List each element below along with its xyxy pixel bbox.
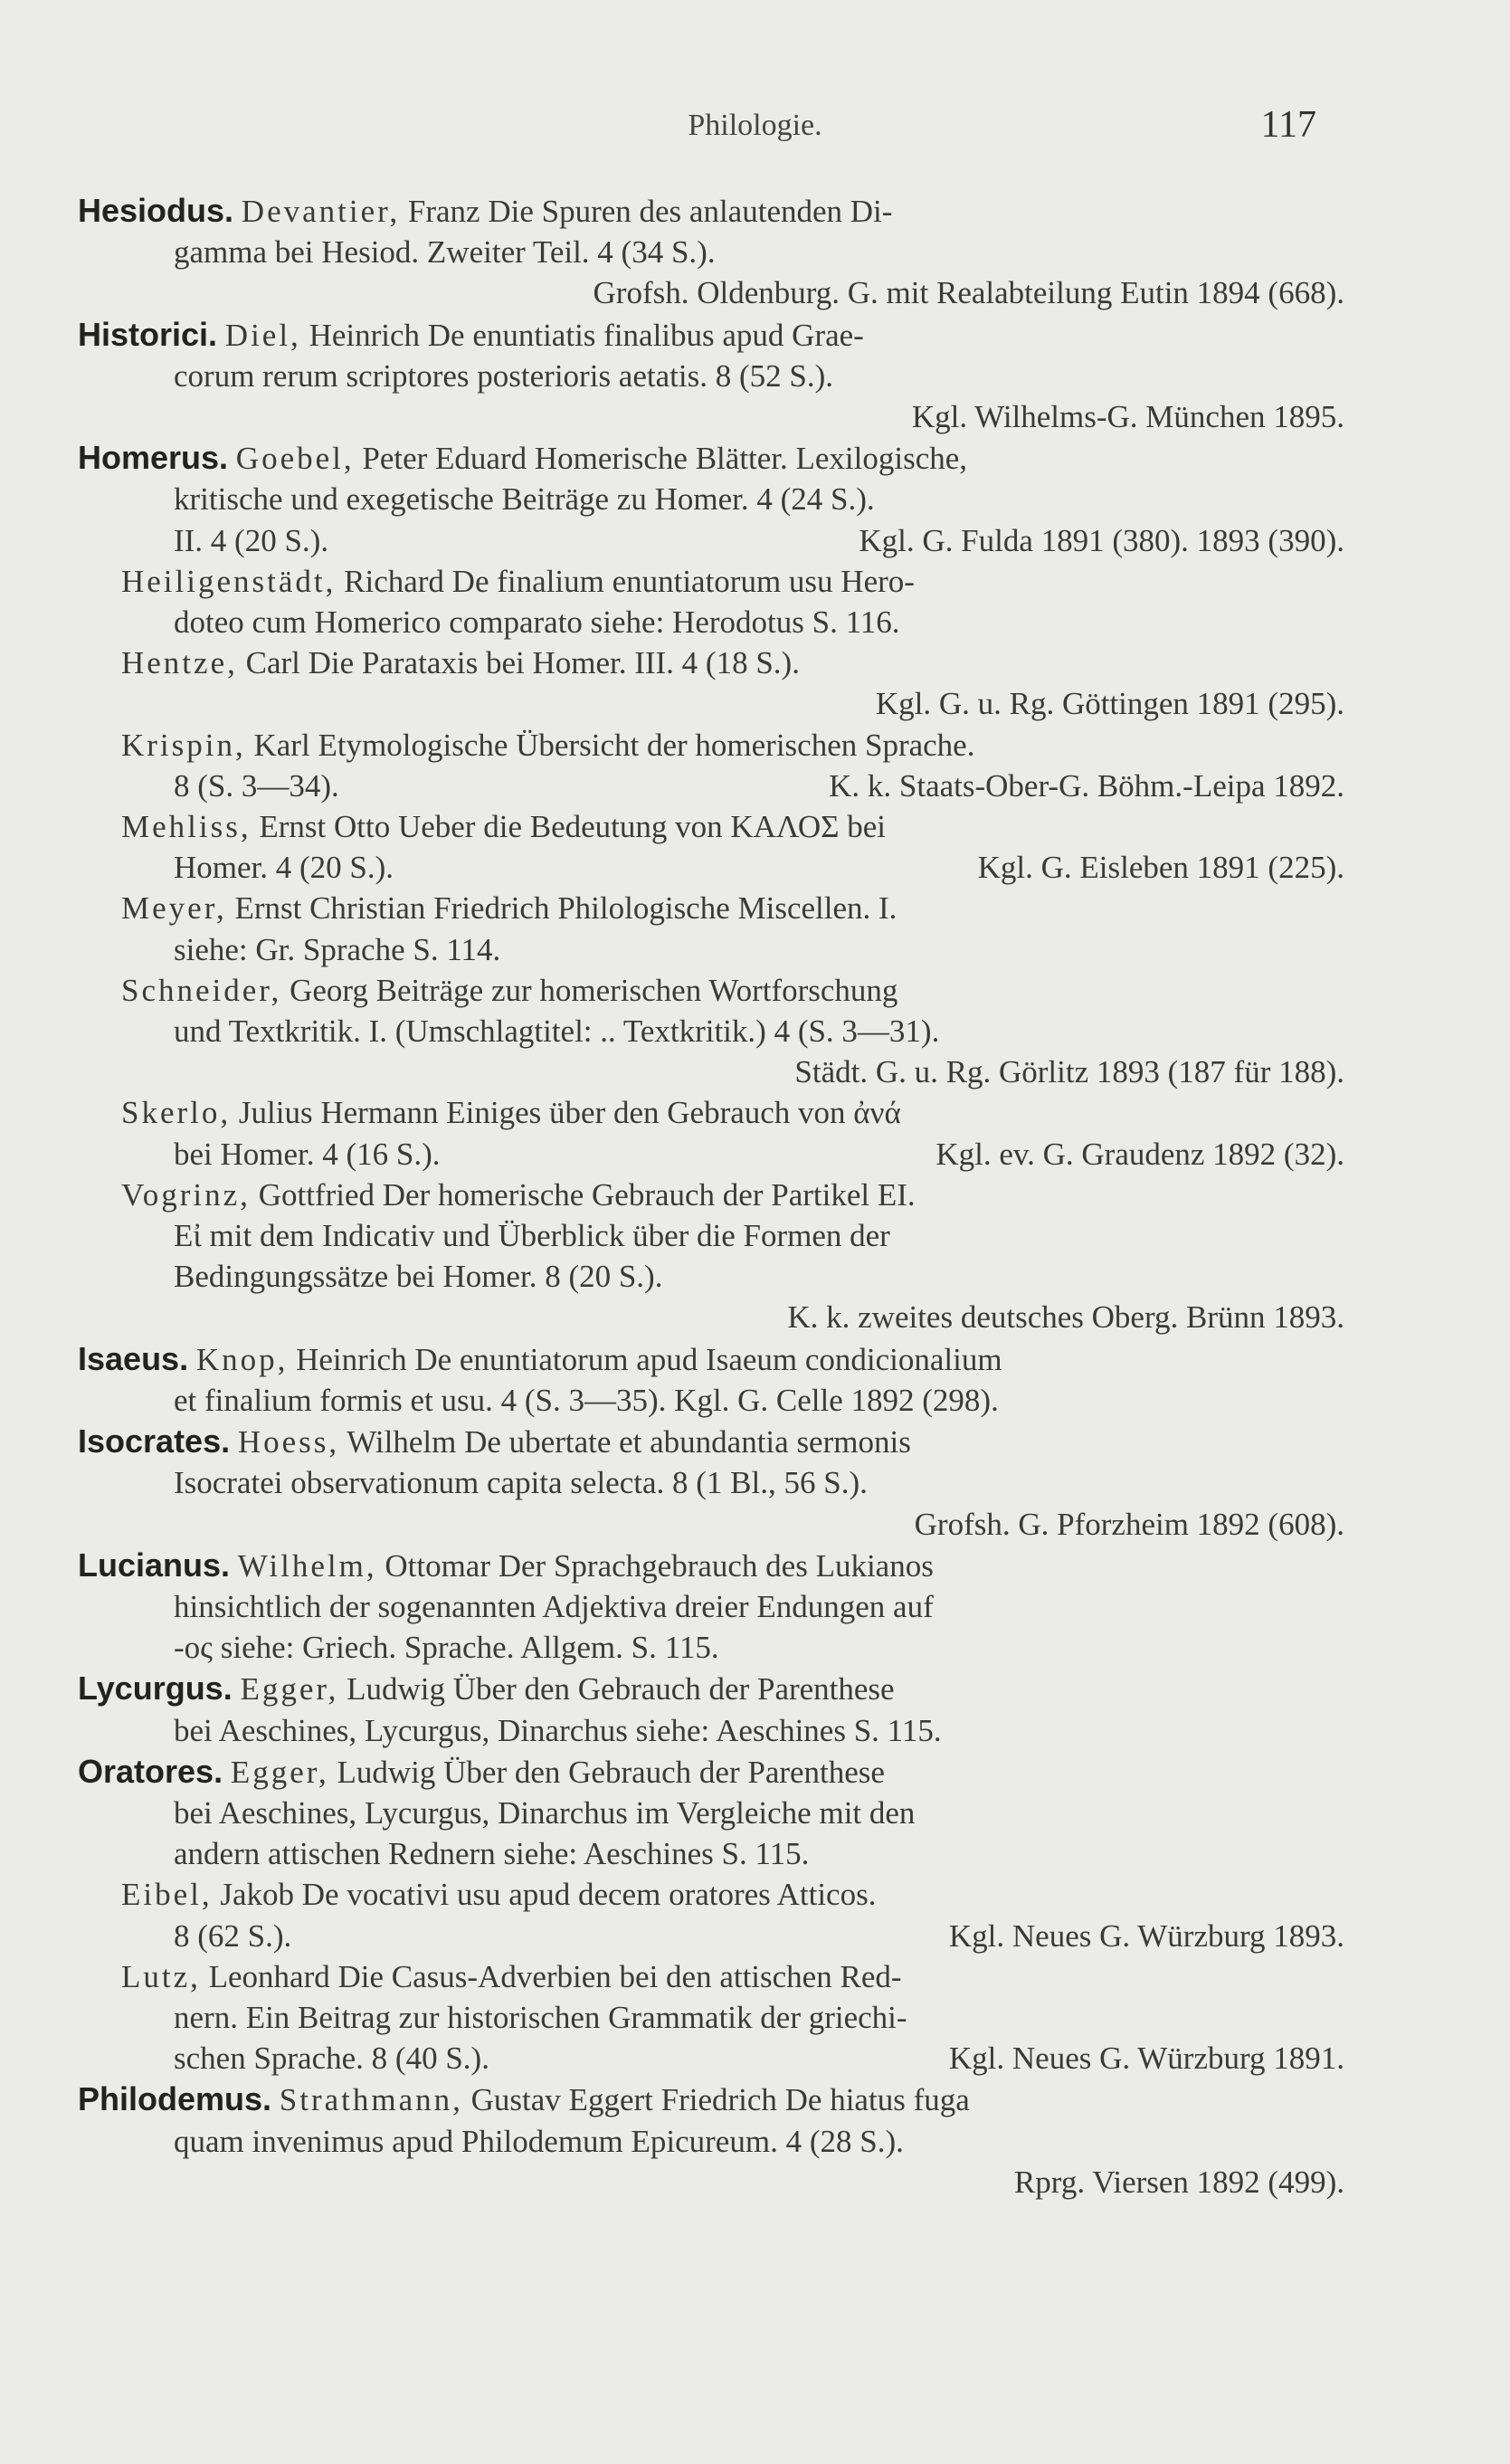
entry-line: Εἰ mit dem Indicativ und Überblick über die Formen der xyxy=(174,1218,890,1254)
author-name: Schneider, xyxy=(121,972,282,1008)
entry-line: und Textkritik. I. (Umschlagtitel: .. Textkritik.) 4 (S. 3—31). xyxy=(174,1013,940,1050)
entry-isocrates xyxy=(78,1421,1344,1545)
entry-line: Wilhelm De ubertate et abundantia sermonis xyxy=(347,1424,911,1460)
running-title: Philologie. xyxy=(688,109,822,142)
entry-schneider xyxy=(78,970,1344,1093)
entry-line: -ος siehe: Griech. Sprache. Allgem. S. 115. xyxy=(174,1630,719,1666)
author-name: Egger, xyxy=(240,1671,339,1708)
entry-line: Kgl. Neues G. Würzburg 1891. xyxy=(948,2041,1344,2077)
author-name: Lutz, xyxy=(121,1958,201,1994)
entry-lutz xyxy=(78,1956,1344,2079)
entry-line: Julius Hermann Einiges über den Gebrauch von ἀνά xyxy=(238,1095,901,1131)
entry-vogrinz xyxy=(78,1175,1344,1338)
entry-line: gamma bei Hesiod. Zweiter Teil. 4 (34 S.). xyxy=(174,234,716,271)
entry-line: K. k. Staats-Ober-G. Böhm.-Leipa 1892. xyxy=(829,767,1344,804)
entry-line: hinsichtlich der sogenannten Adjektiva dreier Endungen auf xyxy=(174,1588,934,1624)
entry-line: siehe: Gr. Sprache S. 114. xyxy=(174,931,501,967)
entry-line: Ernst Otto Ueber die Bedeutung von ΚΑΛΟΣ bei xyxy=(259,809,887,845)
entry-line: Jakob De vocativi usu apud decem oratores Atticos. xyxy=(220,1877,877,1913)
entry-line: 8 (S. 3—34). xyxy=(174,767,339,804)
entry-line: Gottfried Der homerische Gebrauch der Partikel EI. xyxy=(258,1176,916,1213)
entry-line: andern attischen Rednern siehe: Aeschines S. 115. xyxy=(174,1836,810,1872)
entry-lucianus xyxy=(78,1545,1344,1669)
entry-line: Heinrich De enuntiatis finalibus apud Grae- xyxy=(309,317,864,353)
entry-line: Ludwig Über den Gebrauch der Parenthese xyxy=(337,1754,885,1790)
entry-line: et finalium formis et usu. 4 (S. 3—35). Kgl. G. Celle 1892 (298). xyxy=(174,1382,999,1418)
entry-line: Carl Die Parataxis bei Homer. III. 4 (18 S.). xyxy=(245,645,800,681)
author-name: Strathmann, xyxy=(279,2082,463,2118)
entry-line: Kgl. ev. G. Graudenz 1892 (32). xyxy=(935,1136,1344,1172)
entry-line: Heinrich De enuntiatorum apud Isaeum condicionalium xyxy=(296,1341,1002,1377)
entry-mehliss xyxy=(78,806,1344,888)
entry-line: Gustav Eggert Friedrich De hiatus fuga xyxy=(470,2082,970,2118)
entry-heading: Isaeus. xyxy=(78,1339,189,1377)
author-name: Knop, xyxy=(195,1341,289,1377)
entry-oratores xyxy=(78,1751,1344,1875)
entry-line: Bedingungssätze bei Homer. 8 (20 S.). xyxy=(174,1259,663,1295)
entry-line: Isocratei observationum capita selecta. 8 (1 Bl., 56 S.). xyxy=(174,1465,868,1501)
author-name: Krispin, xyxy=(121,727,246,763)
entry-line: nern. Ein Beitrag zur historischen Grammatik der griechi- xyxy=(174,1999,907,2035)
author-name: Hoess, xyxy=(237,1424,340,1460)
entry-line: Städt. G. u. Rg. Görlitz 1893 (187 für 188). xyxy=(794,1054,1344,1090)
author-name: Wilhelm, xyxy=(237,1547,377,1584)
entry-homerus xyxy=(78,437,1344,561)
author-name: Diel, xyxy=(224,317,301,353)
entry-line: Rprg. Viersen 1892 (499). xyxy=(1013,2164,1344,2200)
entry-line: bei Aeschines, Lycurgus, Dinarchus im Vergleiche mit den xyxy=(174,1794,916,1831)
entry-line: Grofsh. G. Pforzheim 1892 (608). xyxy=(914,1506,1344,1542)
entry-line: Franz Die Spuren des anlautenden Di- xyxy=(407,194,893,229)
author-name: Devantier, xyxy=(241,194,401,229)
entry-line: bei Aeschines, Lycurgus, Dinarchus siehe: Aeschines S. 115. xyxy=(174,1712,942,1748)
author-name: Meyer, xyxy=(121,890,227,927)
entry-line: Grofsh. Oldenburg. G. mit Realabteilung Eutin 1894 (668). xyxy=(593,275,1344,311)
entry-heading: Historici. xyxy=(78,315,218,353)
entry-heading: Hesiodus. xyxy=(78,192,234,229)
author-name: Eibel, xyxy=(121,1877,213,1913)
entry-line: quam invenimus apud Philodemum Epicureum. 4 (28 S.). xyxy=(174,2123,904,2159)
entry-line: Georg Beiträge zur homerischen Wortforschung xyxy=(290,972,898,1008)
entry-line: Ottomar Der Sprachgebrauch des Lukianos xyxy=(385,1547,934,1584)
entry-line: Kgl. G. Fulda 1891 (380). 1893 (390). xyxy=(859,522,1344,558)
entry-philodemus xyxy=(78,2079,1344,2202)
entry-line: kritische und exegetische Beiträge zu Homer. 4 (24 S.). xyxy=(174,481,875,518)
entry-historici xyxy=(78,314,1344,438)
entry-line: Ludwig Über den Gebrauch der Parenthese xyxy=(347,1671,895,1708)
entry-heading: Philodemus. xyxy=(78,2080,272,2118)
entry-line: schen Sprache. 8 (40 S.). xyxy=(174,2041,489,2077)
entry-line: corum rerum scriptores posterioris aetatis. 8 (52 S.). xyxy=(174,357,833,394)
entry-hentze xyxy=(78,642,1344,724)
author-name: Hentze, xyxy=(121,645,238,681)
entry-heading: Lycurgus. xyxy=(78,1670,233,1708)
entry-heading: Lucianus. xyxy=(78,1546,231,1584)
entry-line: Kgl. Neues G. Würzburg 1893. xyxy=(948,1917,1344,1954)
entry-heading: Isocrates. xyxy=(78,1422,231,1460)
page-number: 117 xyxy=(1260,104,1316,146)
author-name: Goebel, xyxy=(235,441,355,477)
entry-line: Kgl. G. Eisleben 1891 (225). xyxy=(977,850,1344,886)
entry-line: Ernst Christian Friedrich Philologische Miscellen. I. xyxy=(234,890,897,927)
page-header xyxy=(0,104,1510,163)
entry-meyer xyxy=(78,888,1344,969)
entry-line: Kgl. Wilhelms-G. München 1895. xyxy=(911,399,1344,435)
entry-line: II. 4 (20 S.). xyxy=(174,522,329,558)
entry-line: Peter Eduard Homerische Blätter. Lexilogische, xyxy=(362,441,968,477)
entry-line: 8 (62 S.). xyxy=(174,1917,292,1954)
bibliography-list xyxy=(78,190,1344,2202)
entry-line: K. k. zweites deutsches Oberg. Brünn 1893. xyxy=(787,1299,1344,1336)
entry-skerlo xyxy=(78,1092,1344,1174)
author-name: Vogrinz, xyxy=(121,1176,251,1213)
entry-krispin xyxy=(78,725,1344,806)
entry-line: doteo cum Homerico comparato siehe: Herodotus S. 116. xyxy=(174,604,900,641)
entry-line: Karl Etymologische Übersicht der homerischen Sprache. xyxy=(253,727,975,763)
entry-lycurgus xyxy=(78,1668,1344,1750)
entry-isaeus xyxy=(78,1338,1344,1421)
entry-line: Richard De finalium enuntiatorum usu Hero- xyxy=(344,563,915,599)
entry-heading: Oratores. xyxy=(78,1752,223,1790)
author-name: Heiligenstädt, xyxy=(121,563,337,599)
entry-line: bei Homer. 4 (16 S.). xyxy=(174,1136,441,1172)
entry-heading: Homerus. xyxy=(78,439,229,477)
author-name: Mehliss, xyxy=(121,809,252,845)
entry-eibel xyxy=(78,1874,1344,1955)
author-name: Skerlo, xyxy=(121,1095,232,1131)
entry-line: Leonhard Die Casus-Adverbien bei den attischen Red- xyxy=(208,1958,902,1994)
entry-hesiodus xyxy=(78,190,1344,314)
entry-line: Kgl. G. u. Rg. Göttingen 1891 (295). xyxy=(875,686,1344,722)
entry-heiligenstaedt xyxy=(78,561,1344,642)
entry-line: Homer. 4 (20 S.). xyxy=(174,850,394,886)
author-name: Egger, xyxy=(230,1754,329,1790)
